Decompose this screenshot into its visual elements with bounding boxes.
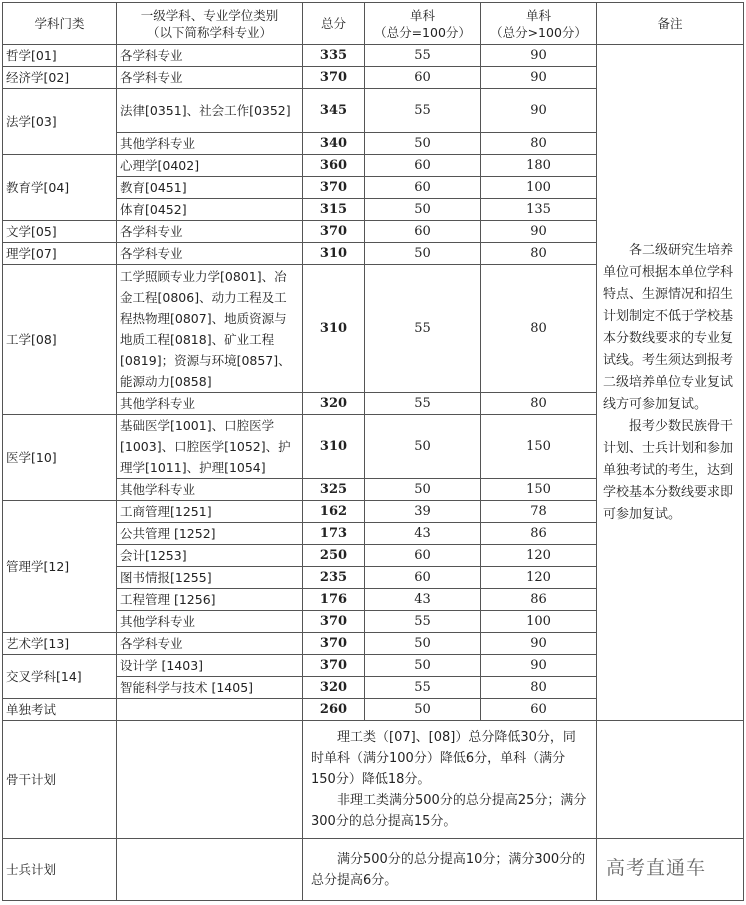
- single-over-100-cell: 120: [481, 545, 597, 567]
- single-over-100-cell: 150: [481, 479, 597, 501]
- single-over-100-cell: 90: [481, 655, 597, 677]
- backbone-plan-empty: [117, 721, 303, 839]
- discipline-cell: 设计学 [1403]: [117, 655, 303, 677]
- single-over-100-cell: 180: [481, 155, 597, 177]
- total-cell: 320: [303, 393, 365, 415]
- single-100-cell: 60: [365, 567, 481, 589]
- discipline-cell: 基础医学[1001]、口腔医学[1003]、口腔医学[1052]、护理学[1011]、护理[1054]: [117, 415, 303, 479]
- total-cell: 340: [303, 133, 365, 155]
- total-cell: 235: [303, 567, 365, 589]
- header-discipline: 一级学科、专业学位类别 （以下简称学科专业）: [117, 3, 303, 45]
- discipline-cell: 各学科专业: [117, 243, 303, 265]
- soldier-plan-text: [303, 839, 597, 901]
- single-100-cell: 50: [365, 655, 481, 677]
- soldier-paragraph-1: 满分500分的总分提高10分；满分300分的总分提高6分。: [311, 851, 586, 888]
- single-100-cell: 60: [365, 155, 481, 177]
- category-cell: 文学[05]: [3, 221, 117, 243]
- single-over-100-cell: 150: [481, 415, 597, 479]
- single-over-100-cell: 80: [481, 243, 597, 265]
- backbone-paragraph-2: 非理工类满分500分的总分提高25分；满分300分的总分提高15分。: [311, 793, 587, 829]
- single-100-cell: 55: [365, 611, 481, 633]
- single-over-100-cell: 86: [481, 589, 597, 611]
- total-cell: 370: [303, 221, 365, 243]
- single-over-100-cell: 60: [481, 699, 597, 721]
- single-over-100-cell: 80: [481, 265, 597, 393]
- discipline-cell: 其他学科专业: [117, 611, 303, 633]
- single-100-cell: 50: [365, 243, 481, 265]
- single-over-100-cell: 120: [481, 567, 597, 589]
- total-cell: 335: [303, 45, 365, 67]
- single-over-100-cell: 80: [481, 677, 597, 699]
- total-cell: 250: [303, 545, 365, 567]
- total-cell: 176: [303, 589, 365, 611]
- single-100-cell: 55: [365, 677, 481, 699]
- discipline-cell: 各学科专业: [117, 633, 303, 655]
- discipline-cell: 其他学科专业: [117, 393, 303, 415]
- total-cell: 162: [303, 501, 365, 523]
- total-cell: 370: [303, 633, 365, 655]
- category-cell: 艺术学[13]: [3, 633, 117, 655]
- total-cell: 315: [303, 199, 365, 221]
- single-100-cell: 55: [365, 393, 481, 415]
- single-over-100-cell: 90: [481, 89, 597, 133]
- single-over-100-cell: 135: [481, 199, 597, 221]
- remarks-paragraph-1: 各二级研究生培养单位可根据本单位学科特点、生源情况和招生计划制定不低于学校基本分数线要求的专业复试线。考生须达到报考二级培养单位专业复试线方可参加复试。: [603, 242, 734, 412]
- single-100-cell: 60: [365, 545, 481, 567]
- discipline-cell: 各学科专业: [117, 221, 303, 243]
- discipline-cell: 图书情报[1255]: [117, 567, 303, 589]
- total-cell: 370: [303, 611, 365, 633]
- header-row: [3, 3, 744, 45]
- single-over-100-cell: 78: [481, 501, 597, 523]
- single-100-cell: 60: [365, 221, 481, 243]
- discipline-cell: 各学科专业: [117, 67, 303, 89]
- discipline-cell: 法律[0351]、社会工作[0352]: [117, 89, 303, 133]
- discipline-cell: 会计[1253]: [117, 545, 303, 567]
- single-over-100-cell: 90: [481, 67, 597, 89]
- single-over-100-cell: 90: [481, 221, 597, 243]
- category-cell: 工学[08]: [3, 265, 117, 415]
- header-total: 总分: [303, 3, 365, 45]
- single-100-cell: 50: [365, 199, 481, 221]
- single-over-100-cell: 90: [481, 45, 597, 67]
- discipline-cell: 各学科专业: [117, 45, 303, 67]
- discipline-cell: 心理学[0402]: [117, 155, 303, 177]
- discipline-cell: 其他学科专业: [117, 479, 303, 501]
- single-over-100-cell: 100: [481, 177, 597, 199]
- single-100-cell: 60: [365, 177, 481, 199]
- remarks-paragraph-2: 报考少数民族骨干计划、士兵计划和参加单独考试的考生，达到学校基本分数线要求即可参加复试。: [603, 418, 734, 522]
- backbone-plan-text: [303, 721, 597, 839]
- discipline-cell: 其他学科专业: [117, 133, 303, 155]
- total-cell: 345: [303, 89, 365, 133]
- discipline-cell: 工程管理 [1256]: [117, 589, 303, 611]
- total-cell: 370: [303, 177, 365, 199]
- soldier-plan-label: 士兵计划: [3, 839, 117, 901]
- category-cell: 法学[03]: [3, 89, 117, 155]
- single-over-100-cell: 90: [481, 633, 597, 655]
- category-cell: 教育学[04]: [3, 155, 117, 221]
- single-100-cell: 60: [365, 67, 481, 89]
- category-cell: 哲学[01]: [3, 45, 117, 67]
- single-100-cell: 55: [365, 89, 481, 133]
- single-100-cell: 55: [365, 265, 481, 393]
- backbone-plan-row: [3, 721, 744, 839]
- backbone-remarks-empty: [597, 721, 744, 839]
- discipline-cell: 公共管理 [1252]: [117, 523, 303, 545]
- soldier-plan-empty: [117, 839, 303, 901]
- backbone-paragraph-1: 理工类（[07]、[08]）总分降低30分，同时单科（满分100分）降低6分，单科（满分150分）降低18分。: [311, 730, 576, 787]
- single-over-100-cell: 100: [481, 611, 597, 633]
- total-cell: 360: [303, 155, 365, 177]
- total-cell: 310: [303, 415, 365, 479]
- category-cell: 理学[07]: [3, 243, 117, 265]
- category-cell: 单独考试: [3, 699, 117, 721]
- total-cell: 325: [303, 479, 365, 501]
- single-over-100-cell: 80: [481, 393, 597, 415]
- watermark: 高考直通车: [606, 857, 707, 879]
- single-100-cell: 43: [365, 589, 481, 611]
- total-cell: 310: [303, 243, 365, 265]
- total-cell: 310: [303, 265, 365, 393]
- discipline-cell: [117, 699, 303, 721]
- remarks-cell: [597, 45, 744, 721]
- header-remarks: 备注: [597, 3, 744, 45]
- total-cell: 370: [303, 655, 365, 677]
- discipline-cell: 教育[0451]: [117, 177, 303, 199]
- header-single-100: 单科 （总分=100分）: [365, 3, 481, 45]
- category-cell: 经济学[02]: [3, 67, 117, 89]
- discipline-cell: 体育[0452]: [117, 199, 303, 221]
- category-cell: 管理学[12]: [3, 501, 117, 633]
- single-over-100-cell: 86: [481, 523, 597, 545]
- single-over-100-cell: 80: [481, 133, 597, 155]
- single-100-cell: 50: [365, 633, 481, 655]
- single-100-cell: 50: [365, 479, 481, 501]
- single-100-cell: 43: [365, 523, 481, 545]
- total-cell: 173: [303, 523, 365, 545]
- backbone-plan-label: 骨干计划: [3, 721, 117, 839]
- discipline-cell: 工商管理[1251]: [117, 501, 303, 523]
- header-category: 学科门类: [3, 3, 117, 45]
- single-100-cell: 50: [365, 415, 481, 479]
- single-100-cell: 50: [365, 699, 481, 721]
- category-cell: 医学[10]: [3, 415, 117, 501]
- discipline-cell: 智能科学与技术 [1405]: [117, 677, 303, 699]
- category-cell: 交叉学科[14]: [3, 655, 117, 699]
- header-single-over-100: 单科 （总分>100分）: [481, 3, 597, 45]
- single-100-cell: 50: [365, 133, 481, 155]
- score-table: [2, 2, 744, 901]
- single-100-cell: 39: [365, 501, 481, 523]
- total-cell: 370: [303, 67, 365, 89]
- total-cell: 320: [303, 677, 365, 699]
- total-cell: 260: [303, 699, 365, 721]
- single-100-cell: 55: [365, 45, 481, 67]
- table-row: [3, 45, 744, 67]
- discipline-cell: 工学照顾专业力学[0801]、冶金工程[0806]、动力工程及工程热物理[0807]、地质资源与地质工程[0818]、矿业工程[0819]；资源与环境[0857]、能源动力[0858]: [117, 265, 303, 393]
